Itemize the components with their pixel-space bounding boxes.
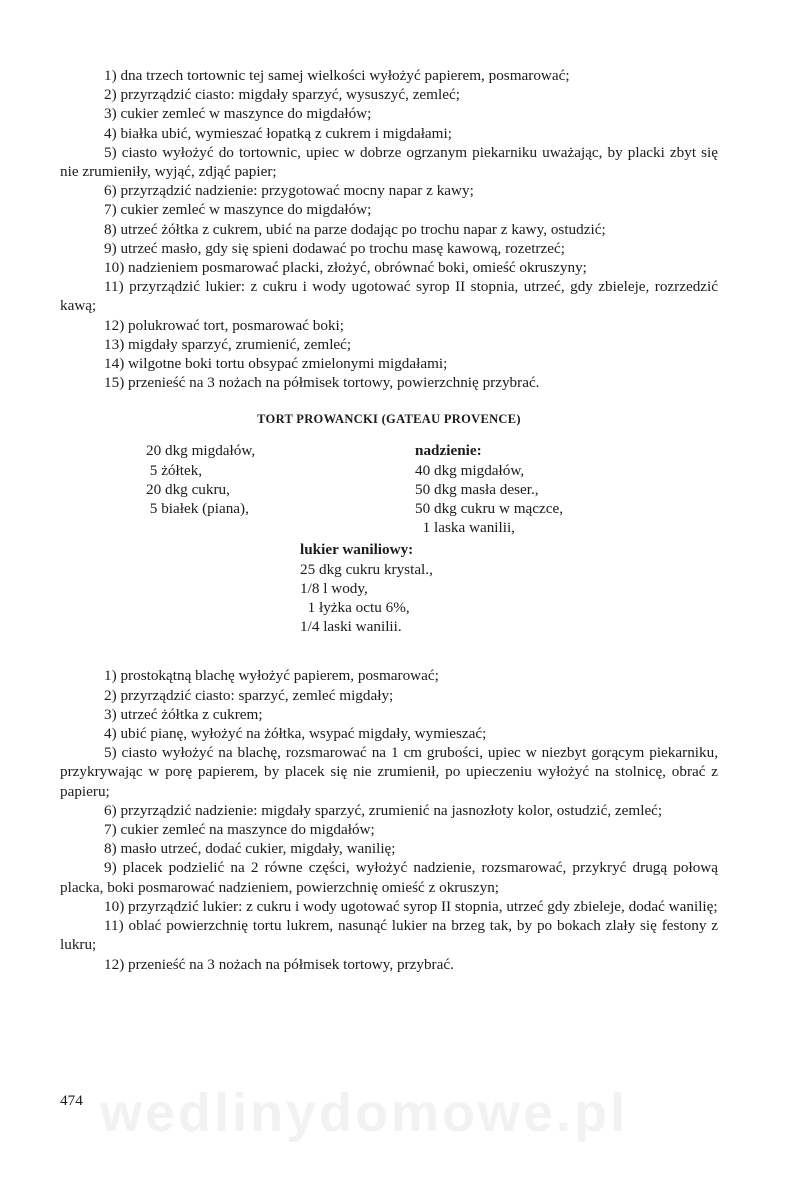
list-item: 15) przenieść na 3 nożach na półmisek tortowy, powierzchnię przybrać. [104, 374, 540, 392]
list-item: 12) przenieść na 3 nożach na półmisek tortowy, przybrać. [104, 955, 454, 973]
list-item: 12) polukrować tort, posmarować boki; [104, 316, 344, 334]
list-item: 1) dna trzech tortownic tej samej wielkości wyłożyć papierem, posmarować; [104, 67, 570, 84]
ingredient-line: 50 dkg cukru w mączce, [415, 500, 564, 518]
ingredient-line: 1/8 l wody, [300, 579, 368, 597]
list-item: 10) nadzieniem posmarować placki, złożyć, obrównać boki, omieść okruszyny; [104, 259, 587, 277]
ingredient-line: 5 białek (piana), [146, 500, 249, 518]
list-item: 9) utrzeć masło, gdy się spieni dodawać po trochu masę kawową, rozetrzeć; [104, 239, 565, 257]
list-item: 2) przyrządzić ciasto: sparzyć, zemleć migdały; [104, 686, 394, 704]
recipe-title: TORT PROWANCKI (GATEAU PROVENCE) [257, 412, 521, 427]
list-item: 7) cukier zemleć w maszynce do migdałów; [104, 201, 372, 219]
list-item: 8) masło utrzeć, dodać cukier, migdały, wanilię; [104, 840, 396, 858]
page-number: 474 [60, 1092, 83, 1109]
list-item: 1) prostokątną blachę wyłożyć papierem, posmarować; [104, 667, 439, 685]
ingredient-line: 1/4 laski wanilii. [300, 618, 402, 636]
ingredient-line: 25 dkg cukru krystal., [300, 560, 433, 578]
ingredient-line: 50 dkg masła deser., [415, 480, 539, 498]
list-item: 3) cukier zemleć w maszynce do migdałów; [104, 105, 372, 123]
list-item: 6) przyrządzić nadzienie: przygotować mocny napar z kawy; [104, 182, 474, 200]
ingredients-dough [146, 441, 255, 518]
list-item: 5) ciasto wyłożyć do tortownic, upiec w dobrze ogrzanym piekarniku uważając, by placki zbyt się nie zrumieniły, wyjąć, zdjąć papier; [60, 143, 718, 181]
list-item: 9) placek podzielić na 2 równe części, wyłożyć nadzienie, rozsmarować, przykryć drugą połową placka, boki posmarować nadzieniem, powierzchnię omieść z okruszyn; [60, 859, 718, 896]
list-item: 11) oblać powierzchnię tortu lukrem, nasunąć lukier na brzeg tak, by po bokach zlały się festony z lukru; [60, 917, 718, 954]
ingredient-line: 1 łyżka octu 6%, [300, 599, 410, 617]
steps-list-part1 [60, 66, 718, 392]
list-item: 7) cukier zemleć na maszynce do migdałów; [104, 821, 375, 839]
steps-list-part2 [60, 666, 718, 973]
ingredients-icing [300, 540, 433, 636]
list-item: 14) wilgotne boki tortu obsypać zmielonymi migdałami; [104, 355, 448, 373]
icing-header: lukier waniliowy: [300, 541, 414, 559]
ingredient-line: 40 dkg migdałów, [415, 461, 525, 479]
watermark: wedlinydomowe.pl [100, 1083, 629, 1143]
ingredient-line: 5 żółtek, [146, 461, 203, 479]
ingredient-line: 1 laska wanilii, [415, 519, 515, 537]
list-item: 8) utrzeć żółtka z cukrem, ubić na parze dodając po trochu napar z kawy, ostudzić; [104, 220, 606, 238]
ingredient-line: 20 dkg cukru, [146, 480, 230, 498]
list-item: 10) przyrządzić lukier: z cukru i wody ugotować syrop II stopnia, utrzeć gdy zbieleje, dodać wanilię; [104, 897, 718, 915]
list-item: 4) białka ubić, wymieszać łopatką z cukrem i migdałami; [104, 124, 452, 142]
ingredient-line: 20 dkg migdałów, [146, 442, 256, 460]
list-item: 2) przyrządzić ciasto: migdały sparzyć, wysuszyć, zemleć; [104, 86, 460, 104]
list-item: 11) przyrządzić lukier: z cukru i wody ugotować syrop II stopnia, utrzeć, gdy zbieleje, rozrzedzić kawą; [60, 278, 718, 315]
filling-header: nadzienie: [415, 442, 482, 460]
list-item: 3) utrzeć żółtka z cukrem; [104, 705, 263, 723]
list-item: 13) migdały sparzyć, zrumienić, zemleć; [104, 335, 352, 353]
list-item: 5) ciasto wyłożyć na blachę, rozsmarować na 1 cm grubości, upiec w niezbyt gorącym piekarniku, przykrywając w porę papierem, by placek się nie zrumienił, po upieczeniu wyłożyć na stolnicę, obrać z papieru; [60, 744, 718, 800]
ingredients-filling [415, 441, 563, 537]
list-item: 6) przyrządzić nadzienie: migdały sparzyć, zrumienić na jasnozłoty kolor, ostudzić, zemleć; [104, 801, 663, 819]
list-item: 4) ubić pianę, wyłożyć na żółtka, wsypać migdały, wymieszać; [104, 725, 487, 743]
ingredients-block [60, 441, 718, 666]
page-content [60, 66, 718, 974]
